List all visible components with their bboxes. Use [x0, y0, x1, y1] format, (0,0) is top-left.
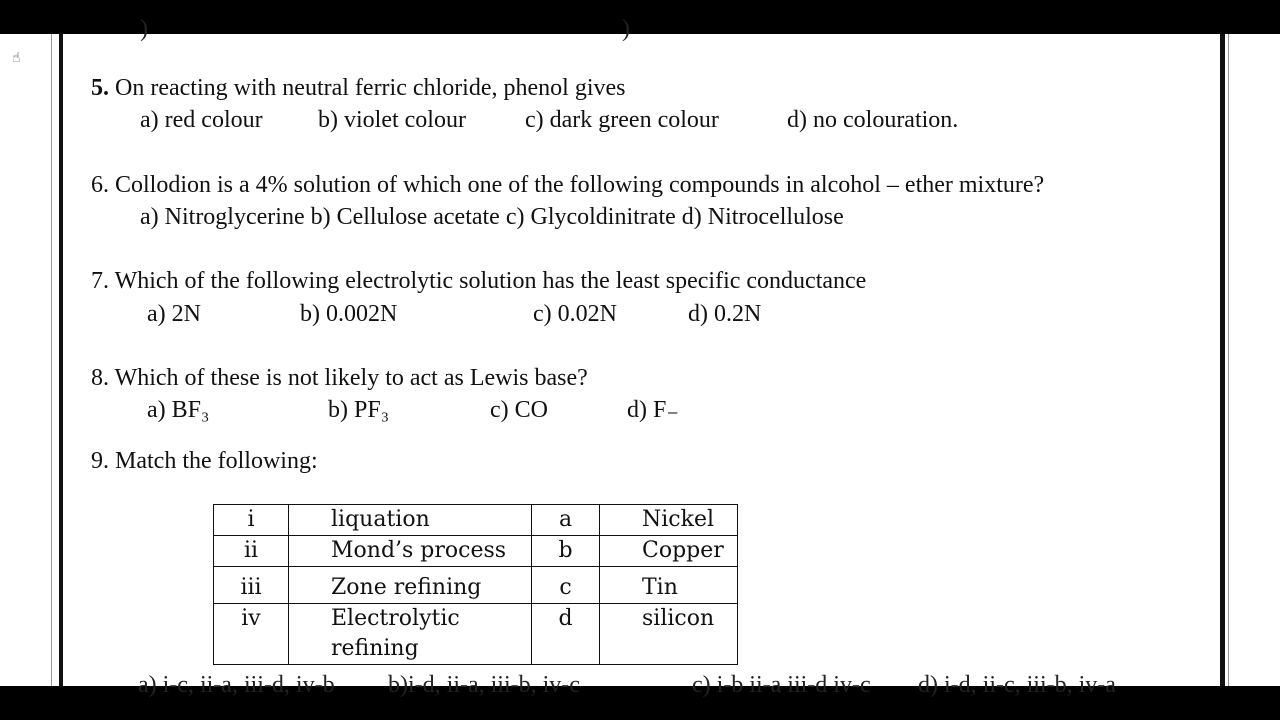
table-cell: Tin — [600, 567, 738, 604]
table-cell: iii — [214, 567, 289, 604]
question-text: Collodion is a 4% solution of which one of the following compounds in alcohol – ether mixture? — [115, 172, 1045, 198]
question-number: 9. — [91, 448, 109, 474]
table-row — [214, 536, 738, 567]
question-8 — [91, 364, 588, 392]
option-a: a) 2N — [147, 301, 201, 327]
table-row — [214, 567, 738, 604]
table-cell: Zone refining — [289, 567, 532, 604]
question-7 — [91, 267, 866, 295]
option-a: a) red colour — [140, 107, 263, 133]
cut-off-text: ) — [140, 16, 148, 42]
question-number: 6. — [91, 172, 109, 198]
option-d: d) no colouration. — [787, 107, 959, 133]
cut-off-text: ) — [622, 16, 630, 42]
table-cell: Copper — [600, 536, 738, 567]
option-b: b) 0.002N — [300, 301, 398, 327]
table-cell: c — [532, 567, 600, 604]
question-text: Which of the following electrolytic solution has the least specific conductance — [114, 268, 867, 294]
answer-option-d: d) i-d, ii-c, iii-b, iv-a — [918, 672, 1116, 698]
answer-option-c: c) i-b ii-a iii-d iv-c — [692, 672, 871, 698]
question-text: On reacting with neutral ferric chloride, phenol gives — [115, 75, 626, 101]
option-c: c) 0.02N — [533, 301, 617, 327]
table-cell: a — [532, 505, 600, 536]
answer-option-a: a) i-c, ii-a, iii-d, iv-b — [138, 672, 335, 698]
question-9 — [91, 447, 318, 475]
option-c: c) CO — [490, 397, 548, 423]
document-viewport[interactable] — [0, 16, 1280, 698]
option-b: b) PF₃ — [328, 397, 390, 423]
question-text: Match the following: — [115, 448, 318, 474]
question-text: Which of these is not likely to act as Lewis base? — [114, 365, 588, 391]
table-cell: b — [532, 536, 600, 567]
question-number: 8. — [91, 365, 109, 391]
answer-option-b: b)i-d, ii-a, iii-b, iv-c — [388, 672, 580, 698]
table-cell: iv — [214, 604, 289, 665]
option-a: a) BF₃ — [147, 397, 210, 423]
hand-icon: ☝ — [12, 50, 21, 66]
table-cell: ii — [214, 536, 289, 567]
option-d: d) 0.2N — [688, 301, 762, 327]
table-cell: silicon — [600, 604, 738, 665]
table-cell: Nickel — [600, 505, 738, 536]
table-cell: i — [214, 505, 289, 536]
option-c: c) dark green colour — [525, 107, 719, 133]
table-row — [214, 604, 738, 665]
match-table — [213, 504, 738, 665]
table-row — [214, 505, 738, 536]
option-d: d) F₋ — [627, 397, 680, 423]
question-number: 5. — [91, 75, 109, 101]
table-cell: liquation — [289, 505, 532, 536]
options-line: a) Nitroglycerine b) Cellulose acetate c) Glycoldinitrate d) Nitrocellulose — [140, 204, 844, 230]
document-page — [0, 16, 1280, 698]
question-5 — [91, 74, 625, 102]
table-cell: d — [532, 604, 600, 665]
option-b: b) violet colour — [318, 107, 466, 133]
question-6 — [91, 171, 1044, 199]
table-cell: Electrolytic refining — [289, 604, 532, 665]
table-cell: Mond’s process — [289, 536, 532, 567]
question-number: 7. — [91, 268, 109, 294]
